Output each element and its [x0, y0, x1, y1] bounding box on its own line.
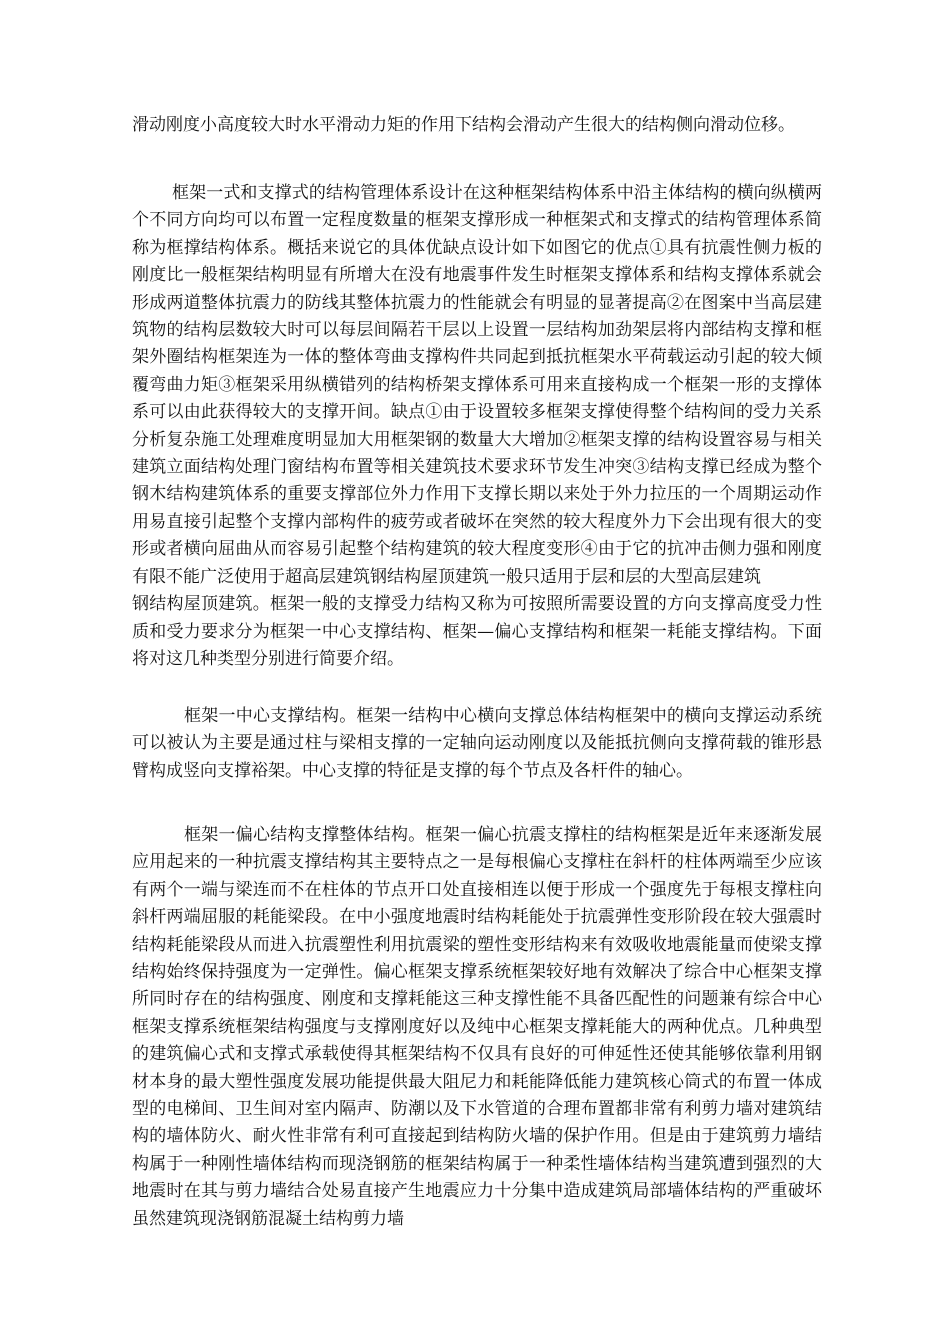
paragraph-eccentric-bracing: 框架一偏心结构支撑整体结构。框架一偏心抗震支撑柱的结构框架是近年来逐渐发展应用起来的一种抗震支撑结构其主要特点之一是每根偏心支撑柱在斜杆的柱体两端至少应该有两个一端与梁连而不在柱体的节点开口处直接相连以便于形成一个强度先于每根支撑柱向斜杆两端屈服的耗能梁段。在中小强度地震时结构耗能处于抗震弹性变形阶段在较大强震时结构耗能梁段从而进入抗震塑性利用抗震梁的塑性变形结构来有效吸收地震能量而使梁支撑结构始终保持强度为一定弹性。偏心框架支撑系统框架较好地有效解决了综合中心框架支撑所同时存在的结构强度、刚度和支撑耗能这三种支撑性能不具备匹配性的问题兼有综合中心框架支撑系统框架结构强度与支撑刚度好以及纯中心框架支撑耗能大的两种优点。几种典型的建筑偏心式和支撑式承载使得其框架结构不仅具有良好的可伸延性还使其能够依靠利用钢材本身的最大塑性强度发展功能提供最大阻尼力和耗能降低能力建筑核心筒式的布置一体成型的电梯间、卫生间对室内隔声、防潮以及下水管道的合理布置都非常有利剪力墙对建筑结构的墙体防火、耐火性非常有利可直接起到结构防火墙的保护作用。但是由于建筑剪力墙结构属于一种刚性墙体结构而现浇钢筋的框架结构属于一种柔性墙体结构当建筑遭到强烈的大地震时在其与剪力墙结合处易直接产生地震应力十分集中造成建筑局部墙体结构的严重破坏虽然建筑现浇钢筋混凝土结构剪力墙 [132, 825, 822, 1229]
paragraph-braced-frame-system: 框架一式和支撑式的结构管理体系设计在这种框架结构体系中沿主体结构的横向纵横两个不同方向均可以布置一定程度数量的框架支撑形成一种框架式和支撑式的结构管理体系简称为框撑结构体系。概括来说它的具体优缺点设计如下如图它的优点①具有抗震性侧力板的刚度比一般框架结构明显有所增大在没有地震事件发生时框架支撑体系和结构支撑体系就会形成两道整体抗震力的防线其整体抗震力的性能就会有明显的显著提高②在图案中当高层建筑物的结构层数较大时可以每层间隔若干层以上设置一层结构加劲架层将内部结构支撑和框架外圈结构框架连为一体的整体弯曲支撑构件共同起到抵抗框架水平荷载运动引起的较大倾覆弯曲力矩③框架采用纵横错列的结构桥架支撑体系可用来直接构成一个框架一形的支撑体系可以由此获得较大的支撑开间。缺点①由于设置较多框架支撑使得整个结构间的受力关系分析复杂施工处理难度明显加大用框架钢的数量大大增加②框架支撑的结构设置容易与相关建筑立面结构处理门窗结构布置等相关建筑技术要求环节发生冲突③结构支撑已经成为整个钢木结构建筑体系的重要支撑部位外力作用下支撑长期以来处于外力拉压的一个周期运动作用易直接引起整个支撑内部构件的疲劳或者破坏在突然的较大程度外力下会出现有很大的变形或者横向屈曲从而容易引起整个结构建筑的较大程度变形④由于它的抗冲击侧力强和刚度有限不能广泛使用于超高层建筑钢结构屋顶建筑一般只适用于层和层的大型高层建筑 钢结构屋顶建筑。框架一般的支撑受力结构又称为可按照所需要设置的方向支撑高度受力性质和受力要求分为框架一中心支撑结构、框架—偏心支撑结构和框架一耗能支撑结构。下面将对这几种类型分别进行简要介绍。 [132, 183, 822, 669]
paragraph-sliding-displacement: 滑动刚度小高度较大时水平滑动力矩的作用下结构会滑动产生很大的结构侧向滑动位移。 [132, 115, 795, 135]
paragraph-concentric-bracing: 框架一中心支撑结构。框架一结构中心横向支撑总体结构框架中的横向支撑运动系统可以被认为主要是通过柱与梁相支撑的一定轴向运动刚度以及能抵抗侧向支撑荷载的锥形悬臂构成竖向支撑裕架。中心支撑的特征是支撑的每个节点及各杆件的轴心。 [132, 706, 822, 781]
